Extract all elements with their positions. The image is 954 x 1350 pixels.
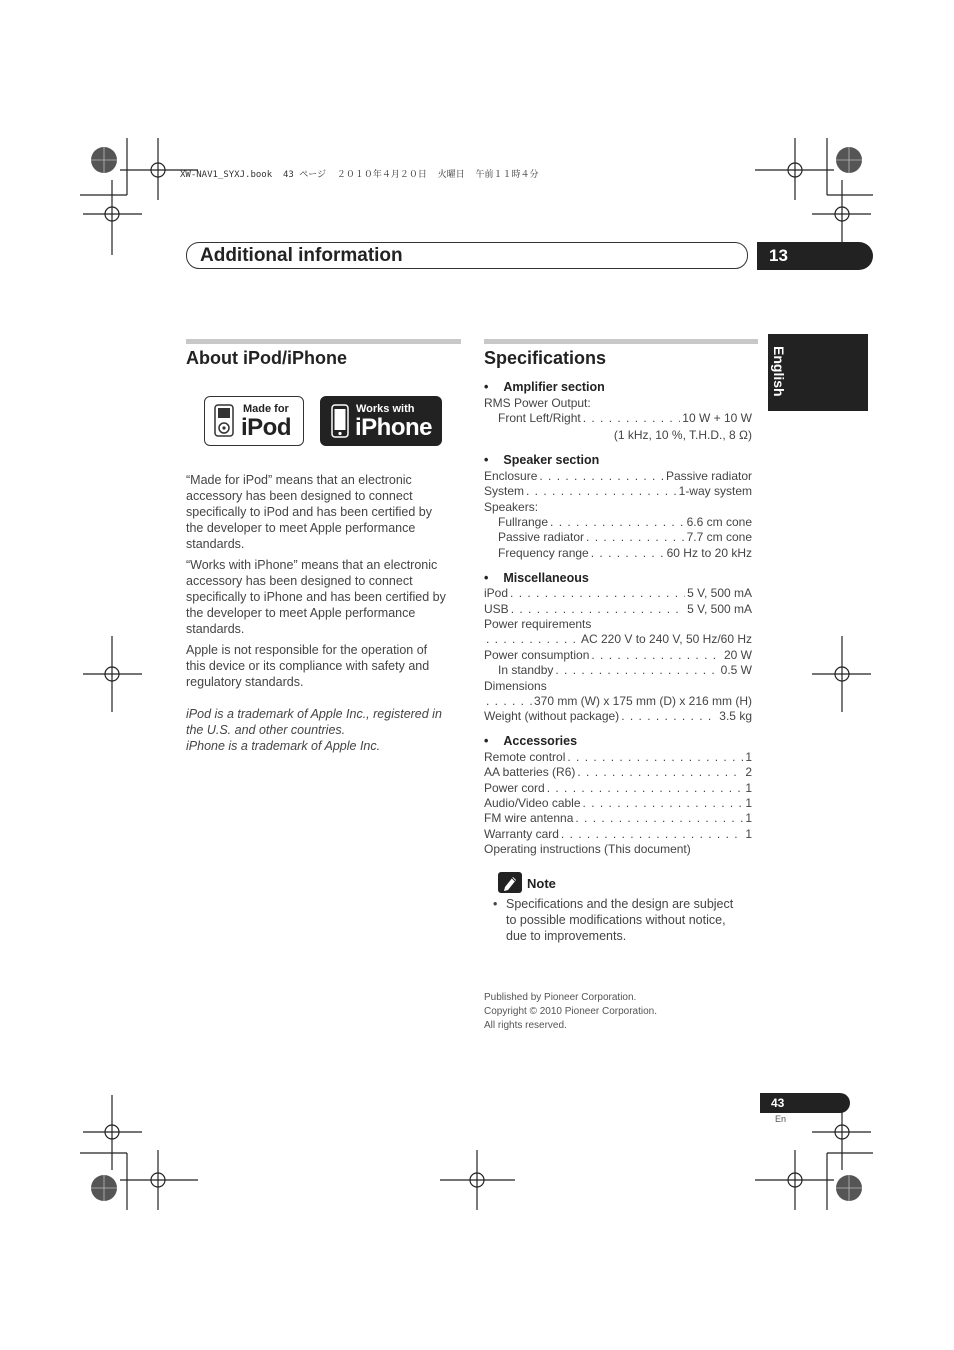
heading-text: Accessories <box>503 734 578 748</box>
text-line: specifically to iPhone and has been certified by <box>186 590 446 604</box>
ipod-label: iPod <box>241 414 291 441</box>
spec-label: Power cord <box>484 781 545 795</box>
heading-text: Speaker section <box>503 453 600 467</box>
about-paragraph-1 <box>186 472 462 552</box>
note-line: due to improvements. <box>506 929 627 943</box>
note-line: to possible modifications without notice, <box>506 913 726 927</box>
section-bar-specs <box>484 339 758 344</box>
about-paragraph-3 <box>186 642 462 690</box>
text-line: “Made for iPod” means that an electronic <box>186 473 412 487</box>
spec-label: FM wire antenna <box>484 811 574 825</box>
spec-label: Warranty card <box>484 827 559 841</box>
spec-label: USB <box>484 602 509 616</box>
text-line: “Works with iPhone” means that an electronic <box>186 558 438 572</box>
pencil-icon <box>498 872 522 893</box>
heading-text: Amplifier section <box>503 380 605 394</box>
rms-label: RMS Power Output: <box>484 396 591 410</box>
text-line: Published by Pioneer Corporation. <box>484 992 637 1003</box>
about-title: About iPod/iPhone <box>186 348 347 368</box>
iphone-icon <box>331 404 349 438</box>
misc-heading: • Miscellaneous <box>484 571 589 585</box>
text-line: the developer to meet Apple performance <box>186 606 416 620</box>
note-body <box>493 896 763 944</box>
spec-label: Audio/Video cable <box>484 796 581 810</box>
speakers-label: Speakers: <box>484 500 539 514</box>
made-for-label: Made for <box>243 403 289 415</box>
dimensions-label: Dimensions <box>484 679 547 693</box>
text-line: All rights reserved. <box>484 1020 567 1031</box>
text-line: accessory has been designed to connect <box>186 574 413 588</box>
spec-value: 5 V, 500 mA <box>687 602 752 616</box>
spec-label: System <box>484 484 525 498</box>
spec-power-req <box>484 632 752 647</box>
front-condition: (1 kHz, 10 %, T.H.D., 8 Ω) <box>613 428 752 442</box>
spec-label: AA batteries (R6) <box>484 765 576 779</box>
header-title: Additional information <box>200 245 403 266</box>
text-line: this device or its compliance with safety and <box>186 659 430 673</box>
ipod-icon <box>214 404 234 437</box>
spec-label: Frequency range <box>498 546 589 560</box>
trademark-notice <box>186 706 462 754</box>
spec-value: 60 Hz to 20 kHz <box>666 546 752 560</box>
spec-accessory <box>484 796 752 811</box>
print-info: XW-NAV1_SYXJ.book 43 ページ ２０１０年４月２０日 火曜日 午前１１時４分 <box>180 170 539 180</box>
spec-value: 1 <box>745 827 752 841</box>
spec-value: 1 <box>745 796 752 810</box>
spec-value: 6.6 cm cone <box>686 515 752 529</box>
spec-label: In standby <box>498 663 554 677</box>
about-paragraph-2 <box>186 557 462 637</box>
spec-label: Remote control <box>484 750 566 764</box>
chapter-number: 13 <box>757 242 873 270</box>
speaker-heading: • Speaker section <box>484 453 600 467</box>
spec-value: AC 220 V to 240 V, 50 Hz/60 Hz <box>581 632 752 646</box>
made-for-ipod-badge <box>204 396 304 446</box>
spec-value: 1 <box>745 781 752 795</box>
text-line: Apple is not responsible for the operation of <box>186 643 428 657</box>
spec-value: 1 <box>745 750 752 764</box>
spec-accessory <box>484 765 752 780</box>
spec-value: 2 <box>745 765 752 779</box>
spec-frequency <box>498 546 752 561</box>
works-with-label: Works with <box>356 403 415 415</box>
note-heading: Note <box>527 876 556 891</box>
spec-value: 1-way system <box>678 484 752 498</box>
text-line: standards. <box>186 537 245 551</box>
spec-accessory <box>484 811 752 826</box>
spec-label: Enclosure <box>484 469 538 483</box>
specs-title: Specifications <box>484 348 607 368</box>
text-line: iPod is a trademark of Apple Inc., registered in <box>186 707 442 721</box>
spec-accessory <box>484 827 752 842</box>
spec-system <box>484 484 752 499</box>
spec-value: Passive radiator <box>665 469 752 483</box>
text-line: the U.S. and other countries. <box>186 723 346 737</box>
text-line: Copyright © 2010 Pioneer Corporation. <box>484 1006 658 1017</box>
spec-fullrange <box>498 515 752 530</box>
spec-value: 7.7 cm cone <box>686 530 752 544</box>
spec-value: 1 <box>745 811 752 825</box>
text-line: regulatory standards. <box>186 675 304 689</box>
spec-label: iPod <box>484 586 509 600</box>
language-tab-label: English <box>771 346 787 397</box>
spec-standby <box>498 663 752 678</box>
note-pencil-icon <box>498 872 522 893</box>
page-number: 43 <box>760 1093 850 1113</box>
text-line: accessory has been designed to connect <box>186 489 413 503</box>
spec-accessory <box>484 781 752 796</box>
spec-value: 3.5 kg <box>719 709 752 723</box>
spec-accessory <box>484 750 752 765</box>
spec-label: Passive radiator <box>498 530 585 544</box>
spec-label: Fullrange <box>498 515 549 529</box>
spec-label: Front Left/Right <box>498 411 581 425</box>
spec-value: 20 W <box>723 648 752 662</box>
text-line: iPhone is a trademark of Apple Inc. <box>186 739 381 753</box>
spec-label: Weight (without package) <box>484 709 620 723</box>
publisher-info <box>484 991 657 1033</box>
spec-ipod <box>484 586 752 601</box>
text-line: standards. <box>186 622 245 636</box>
text-line: the developer to meet Apple performance <box>186 521 416 535</box>
text-line: specifically to iPod and has been certified by <box>186 505 432 519</box>
spec-value: 0.5 W <box>720 663 752 677</box>
spec-passive <box>498 530 752 545</box>
text-line: Specifications and the design are subject <box>506 897 734 911</box>
spec-enclosure <box>484 469 752 484</box>
accessories-heading: • Accessories <box>484 734 578 748</box>
section-bar-about <box>186 339 461 344</box>
spec-weight <box>484 709 752 724</box>
manual-label: Operating instructions (This document) <box>484 842 691 856</box>
amplifier-heading: • Amplifier section <box>484 380 605 394</box>
spec-dimensions <box>484 694 752 709</box>
power-req-label: Power requirements <box>484 617 592 631</box>
page-lang: En <box>775 1114 787 1124</box>
spec-label: Power consumption <box>484 648 590 662</box>
iphone-label: iPhone <box>355 414 433 441</box>
spec-front <box>498 411 752 426</box>
spec-power-consumption <box>484 648 752 663</box>
spec-value: 5 V, 500 mA <box>687 586 752 600</box>
language-tab <box>768 334 868 411</box>
works-with-iphone-badge <box>320 396 442 446</box>
spec-usb <box>484 602 752 617</box>
heading-text: Miscellaneous <box>503 571 589 585</box>
note-line: • Specifications and the design are subject <box>493 897 734 911</box>
spec-value: 370 mm (W) x 175 mm (D) x 216 mm (H) <box>533 694 752 708</box>
spec-value: 10 W + 10 W <box>682 411 752 425</box>
